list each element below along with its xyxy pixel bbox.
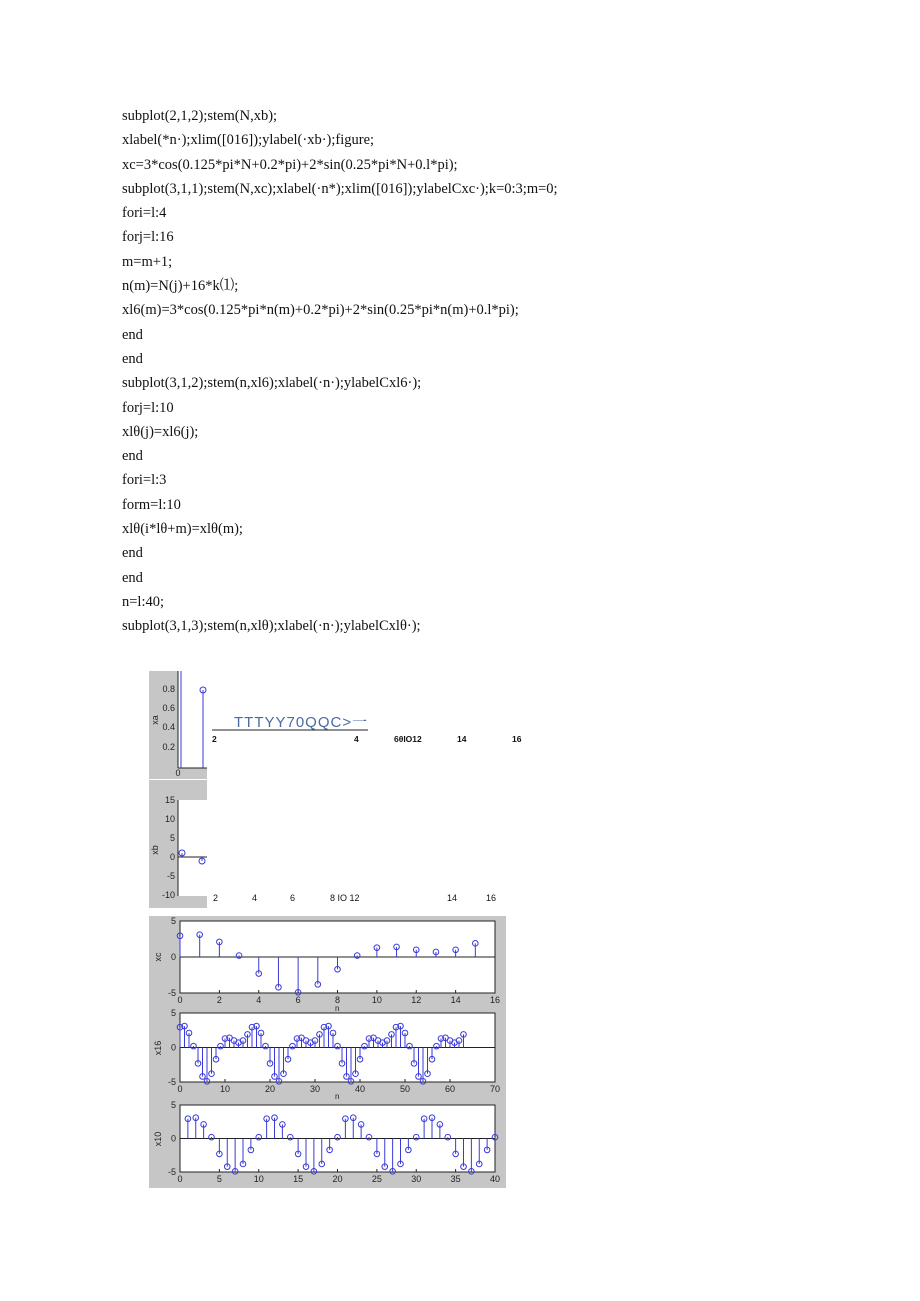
xtick-label: 0 (177, 1084, 183, 1094)
ytick-label: 0.8 (162, 684, 175, 694)
xtick-label: 12 (411, 995, 422, 1005)
xlabel: n (335, 1004, 340, 1013)
xtick-label: 30 (309, 1084, 321, 1094)
garbled-text: TTTYY70QQC>一 (234, 714, 369, 731)
code-line: n(m)=N(j)+16*k⑴; (122, 278, 239, 295)
ylabel: xc (153, 952, 163, 962)
xtick-label: 14 (447, 893, 458, 903)
xtick-label: 35 (450, 1174, 461, 1184)
xtick-label: 6 (295, 995, 301, 1005)
code-line: subplot(3,1,3);stem(n,xlθ);xlabel(·n·);ylabel⁠Cxlθ·); (122, 618, 421, 635)
xtick-label: 20 (332, 1174, 343, 1184)
ylabel: xb (150, 845, 160, 855)
xtick-label: 2 (212, 734, 217, 744)
ylabel: xa (150, 715, 160, 725)
code-line: xlθ(i*lθ+m)=xlθ(m); (122, 521, 243, 538)
code-line: end (122, 350, 143, 367)
figure1-bottom-plot (149, 780, 496, 908)
code-line: subplot(3,1,1);stem(N,xc);xlabel(·n*);xlim([016]);ylabelCxc·);k=0:3;m=0; (122, 180, 558, 197)
code-line: end (122, 448, 143, 465)
xtick-label: 50 (399, 1084, 411, 1094)
xtick-label: 10 (253, 1174, 264, 1184)
code-line: end (122, 545, 143, 562)
ytick-label: 10 (164, 814, 175, 824)
code-line: xlabel(*n·);xlim([016]);ylabel(·xb·);figure; (122, 132, 375, 149)
code-line: m=m+1; (122, 253, 173, 270)
figure1-top-plot (149, 671, 522, 779)
xtick-label: 2 (216, 995, 222, 1005)
ytick-label: -5 (166, 871, 175, 881)
xtick-label: 15 (293, 1174, 304, 1184)
ytick-label: 0 (170, 1133, 176, 1144)
xlabel: n (335, 1092, 340, 1101)
xtick-label: 2 (213, 893, 219, 903)
code-line: form=l:10 (122, 496, 181, 513)
code-line: end (122, 569, 143, 586)
ytick-label: 5 (169, 833, 175, 843)
xtick-label: 8 (334, 995, 341, 1005)
xtick-label: 16 (489, 995, 501, 1005)
code-line: fori=l:4 (122, 205, 167, 222)
code-line: forj=l:10 (122, 399, 174, 416)
ytick-label: -5 (167, 1167, 176, 1177)
code-line: subplot(2,1,2);stem(N,xb); (122, 108, 278, 124)
ytick-label: 0 (170, 952, 176, 962)
ytick-label: 15 (164, 795, 175, 805)
ytick-label: 0.2 (162, 742, 175, 752)
ytick-label: -5 (167, 988, 176, 998)
ytick-label: -10 (161, 890, 175, 900)
xtick-label: 6 (290, 893, 296, 903)
xtick-label: 40 (489, 1174, 501, 1184)
xtick-label: 40 (354, 1084, 366, 1094)
xtick-label: 0 (177, 1174, 183, 1184)
xtick-label: 4 (256, 995, 262, 1005)
xtick-label: 16 (512, 734, 522, 744)
ytick-label: -5 (167, 1077, 176, 1087)
xtick-label: 16 (486, 893, 497, 903)
xtick-label: 14 (450, 995, 461, 1005)
ytick-label: 5 (170, 1100, 176, 1110)
ytick-label: 0 (170, 1042, 176, 1053)
xtick-label: 8 IO 12 (330, 893, 360, 903)
axes-area (178, 800, 207, 896)
xtick-label: 20 (264, 1084, 276, 1094)
xtick-label: 60 (444, 1084, 456, 1094)
ylabel: x16 (153, 1040, 163, 1056)
ytick-label: 5 (170, 916, 176, 926)
ytick-label: 0.4 (162, 722, 175, 732)
ytick-label: 0.6 (162, 703, 175, 713)
xtick-label: 10 (371, 995, 382, 1005)
xtick-label: 4 (252, 893, 258, 903)
code-line: xc=3*cos(0.125*pi*N+0.2*pi)+2*sin(0.25*pi*N+0.l*pi); (122, 156, 458, 173)
code-line: forj=l:16 (122, 229, 174, 246)
xtick-label: 70 (489, 1084, 501, 1094)
xtick-label: 25 (371, 1174, 382, 1184)
code-line: xl6(m)=3*cos(0.125*pi*n(m)+0.2*pi)+2*sin(0.25*pi*n(m)+0.l*pi); (122, 302, 519, 319)
ytick-label: 5 (170, 1008, 176, 1018)
code-line: subplot(3,1,2);stem(n,xl6);xlabel(·n·);ylabelCxl6·); (122, 375, 422, 392)
subplot-x10 (153, 1100, 500, 1184)
xtick-label: 4 (354, 734, 359, 744)
code-line: end (122, 326, 143, 343)
code-line: n=l:40; (122, 593, 165, 610)
xtick-label: 5 (216, 1174, 222, 1184)
code-line: fori=l:3 (122, 472, 167, 489)
code-line: xlθ(j)=xl6(j); (122, 423, 199, 440)
xtick-label: 10 (219, 1084, 231, 1094)
xtick-label: 14 (457, 734, 467, 744)
ytick-label: 0 (169, 852, 175, 862)
xtick-label: 0 (177, 995, 183, 1005)
xtick-label: 6θIO12 (394, 734, 422, 744)
xtick-label: 30 (411, 1174, 422, 1184)
ylabel: x10 (153, 1131, 163, 1147)
ytick-label: 0 (175, 768, 181, 778)
